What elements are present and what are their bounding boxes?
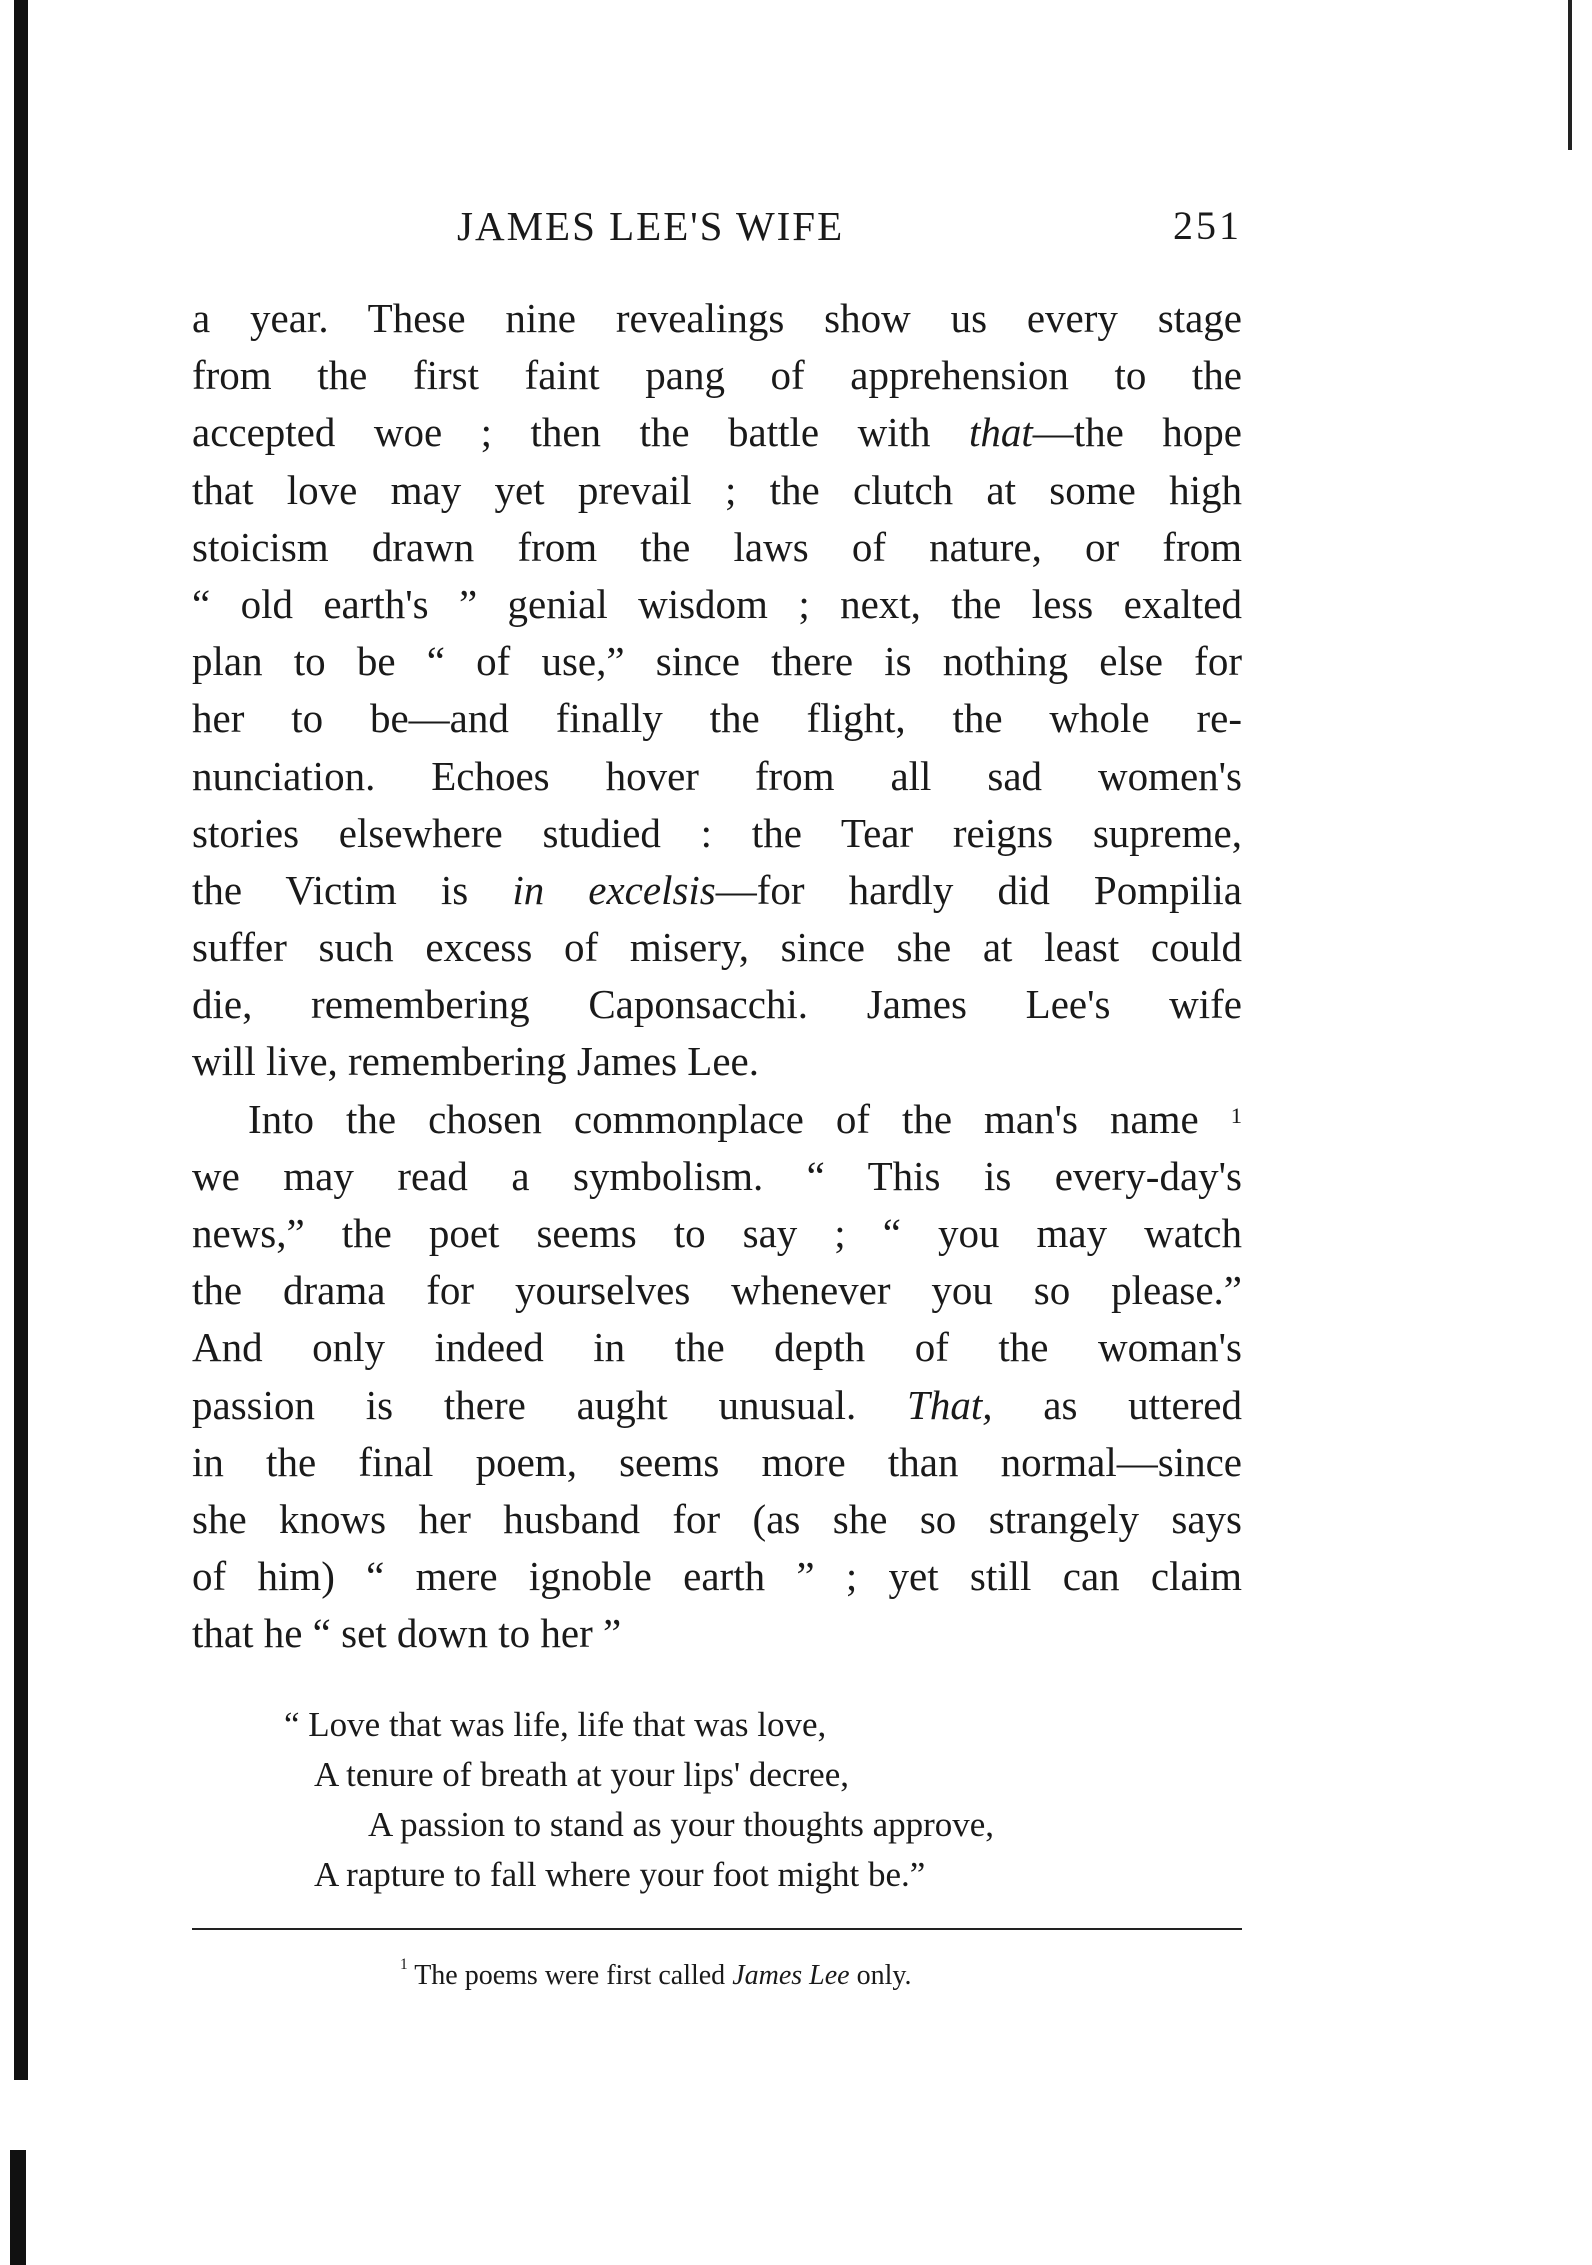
italic-text: that [968, 409, 1033, 456]
text-run: passion is there aught unusual. [192, 1381, 908, 1428]
text-line [192, 633, 1242, 690]
body-text [192, 290, 1242, 1663]
italic-text: That, [907, 1381, 993, 1428]
verse-line: A tenure of breath at your lips' decree, [314, 1755, 849, 1794]
text-run: she knows her husband for (as she so strangely says [192, 1495, 1242, 1542]
text-run: —for hardly did Pompilia [715, 866, 1242, 913]
text-run: stories elsewhere studied : the Tear reigns supreme, [192, 809, 1242, 856]
text-run: only. [849, 1960, 912, 1991]
footnote [400, 1956, 912, 1992]
text-line [192, 576, 1242, 633]
text-run: as uttered [992, 1381, 1243, 1428]
text-run: from the first faint pang of apprehension to the [192, 352, 1242, 399]
page-number: 251 [1173, 203, 1242, 248]
text-run: a year. These nine revealings show us every stage [192, 295, 1242, 341]
text-line [192, 976, 1242, 1033]
text-line [192, 1148, 1242, 1205]
text-line [192, 404, 1242, 461]
text-run: we may read a symbolism. “ This is every-day's [192, 1152, 1242, 1199]
running-title: JAMES LEE'S WIFE [457, 203, 845, 249]
text-run: the drama for yourselves whenever you so please.” [192, 1267, 1242, 1314]
text-line [192, 290, 1242, 347]
italic-text: James Lee [732, 1960, 850, 1991]
text-run: the Victim is [192, 866, 513, 913]
text-line [192, 1319, 1242, 1376]
text-run: nunciation. Echoes hover from all sad women's [192, 752, 1242, 799]
text-line [192, 1033, 1242, 1090]
page-edge-shadow-bottom [10, 2150, 26, 2265]
footnote-marker: 1 [1230, 1102, 1242, 1128]
text-line [192, 690, 1242, 747]
text-run: Into the chosen commonplace of the man's name [248, 1095, 1231, 1142]
text-run: her to be—and finally the flight, the whole re- [192, 695, 1242, 742]
italic-text: in excelsis [512, 866, 716, 913]
text-line [192, 1491, 1242, 1548]
text-run: that he “ set down to her ” [192, 1610, 622, 1657]
text-run: —the hope [1032, 409, 1242, 456]
text-line [192, 1434, 1242, 1491]
text-line [192, 1377, 1242, 1434]
text-line [192, 347, 1242, 404]
footnote-rule [192, 1928, 1242, 1930]
text-run: of him) “ mere ignoble earth ” ; yet still can claim [192, 1553, 1242, 1600]
verse-line: A rapture to fall where your foot might be.” [314, 1855, 926, 1894]
text-run: plan to be “ of use,” since there is nothing else for [192, 638, 1242, 685]
text-line [192, 919, 1242, 976]
verse-quotation [192, 1700, 1242, 1900]
text-run: And only indeed in the depth of the woman's [192, 1324, 1242, 1371]
text-run: news,” the poet seems to say ; “ you may watch [192, 1210, 1242, 1256]
page-edge-shadow [14, 0, 28, 2080]
text-run: suffer such excess of misery, since she at least could [192, 924, 1242, 971]
footnote-marker: 1 [400, 1956, 408, 1973]
text-run: die, remembering Caponsacchi. James Lee's wife [192, 981, 1242, 1028]
text-run: “ old earth's ” genial wisdom ; next, the less exalted [192, 580, 1242, 627]
text-run: The poems were first called [407, 1960, 733, 1991]
text-line [192, 748, 1242, 805]
text-line [192, 805, 1242, 862]
text-run: accepted woe ; then the battle with [192, 409, 969, 456]
text-line [192, 862, 1242, 919]
text-run: stoicism drawn from the laws of nature, or from [192, 523, 1242, 570]
text-line [192, 1205, 1242, 1262]
text-run: in the final poem, seems more than normal—since [192, 1438, 1242, 1485]
text-line [192, 1605, 1242, 1662]
text-line [192, 1548, 1242, 1605]
verse-line: “ Love that was life, life that was love, [284, 1705, 827, 1744]
verse-line: A passion to stand as your thoughts approve, [368, 1805, 995, 1844]
page-edge-mark-right [1568, 0, 1572, 150]
text-line [192, 519, 1242, 576]
text-run: that love may yet prevail ; the clutch at some high [192, 466, 1242, 513]
page-header [192, 202, 1242, 262]
text-run: will live, remembering James Lee. [192, 1038, 759, 1085]
text-line [192, 1091, 1242, 1148]
text-line [192, 462, 1242, 519]
text-line [192, 1262, 1242, 1319]
